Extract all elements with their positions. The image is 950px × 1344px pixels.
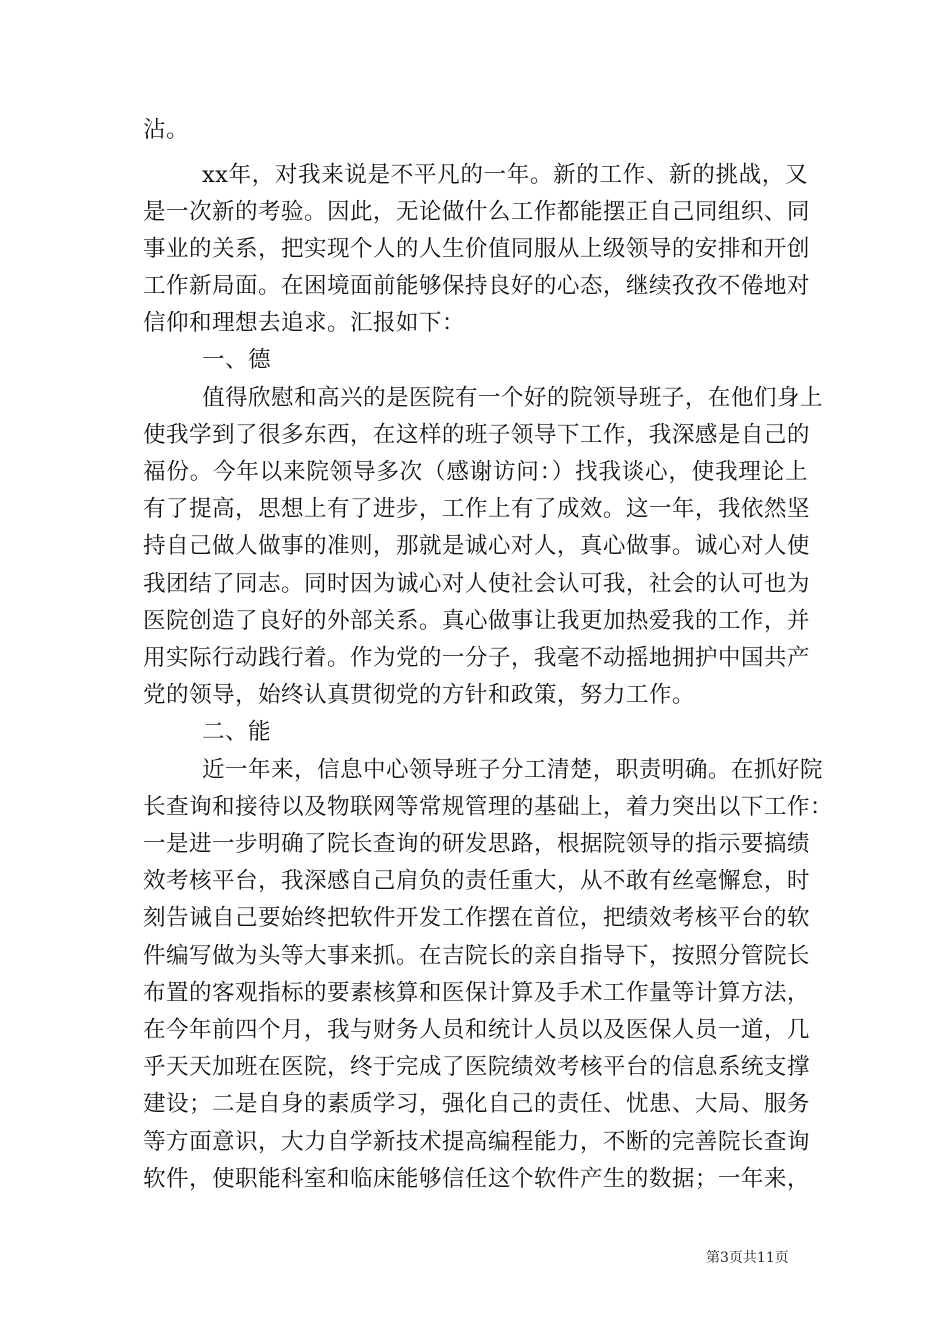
text-line: 党的领导，始终认真贯彻党的方针和政策，努力工作。 <box>143 682 695 708</box>
text-line: 刻告诫自己要始终把软件开发工作摆在首位，把绩效考核平台的软 <box>143 905 810 931</box>
text-line: 长查询和接待以及物联网等常规管理的基础上，着力突出以下工作： <box>143 794 833 820</box>
text-line: 用实际行动践行着。作为党的一分子，我毫不动摇地拥护中国共产 <box>143 645 810 671</box>
text-line: xx年，对我来说是不平凡的一年。新的工作、新的挑战，又 <box>202 162 808 188</box>
text-line: 持自己做人做事的准则，那就是诚心对人，真心做事。诚心对人使 <box>143 533 810 559</box>
text-line: 近一年来，信息中心领导班子分工清楚，职责明确。在抓好院 <box>202 757 823 783</box>
text-line: 工作新局面。在困境面前能够保持良好的心态，继续孜孜不倦地对 <box>143 273 810 299</box>
text-line: 一是进一步明确了院长查询的研发思路，根据院领导的指示要搞绩 <box>143 831 810 857</box>
text-line: 值得欣慰和高兴的是医院有一个好的院领导班子，在他们身上 <box>202 385 823 411</box>
text-line: 有了提高，思想上有了进步，工作上有了成效。这一年，我依然坚 <box>143 496 810 522</box>
text-line: 信仰和理想去追求。汇报如下： <box>143 310 465 336</box>
text-line: 布置的客观指标的要素核算和医保计算及手术工作量等计算方法， <box>143 980 810 1006</box>
text-line: 在今年前四个月，我与财务人员和统计人员以及医保人员一道，几 <box>143 1017 810 1043</box>
text-line: 建设；二是自身的素质学习，强化自己的责任、忧患、大局、服务 <box>143 1091 810 1117</box>
section-heading: 二、能 <box>202 719 271 745</box>
text-line: 是一次新的考验。因此，无论做什么工作都能摆正自己同组织、同 <box>143 199 810 225</box>
text-line: 使我学到了很多东西，在这样的班子领导下工作，我深感是自己的 <box>143 422 810 448</box>
text-line: 福份。今年以来院领导多次（感谢访问：）找我谈心，使我理论上 <box>143 459 808 485</box>
text-line: 等方面意识，大力自学新技术提高编程能力，不断的完善院长查询 <box>143 1129 810 1155</box>
text-line: 事业的关系，把实现个人的人生价值同服从上级领导的安排和开创 <box>143 236 810 262</box>
section-heading: 一、德 <box>202 347 271 373</box>
text-line: 我团结了同志。同时因为诚心对人使社会认可我，社会的认可也为 <box>143 571 810 597</box>
page-footer: 第3页共11页 <box>706 1250 789 1266</box>
text-line: 件编写做为头等大事来抓。在吉院长的亲自指导下，按照分管院长 <box>143 943 810 969</box>
text-line: 医院创造了良好的外部关系。真心做事让我更加热爱我的工作，并 <box>143 608 810 634</box>
text-line: 沾。 <box>143 117 189 143</box>
text-line: 软件，使职能科室和临床能够信任这个软件产生的数据；一年来， <box>143 1166 810 1192</box>
text-line: 乎天天加班在医院，终于完成了医院绩效考核平台的信息系统支撑 <box>143 1054 810 1080</box>
text-line: 效考核平台，我深感自己肩负的责任重大，从不敢有丝毫懈怠，时 <box>143 868 810 894</box>
